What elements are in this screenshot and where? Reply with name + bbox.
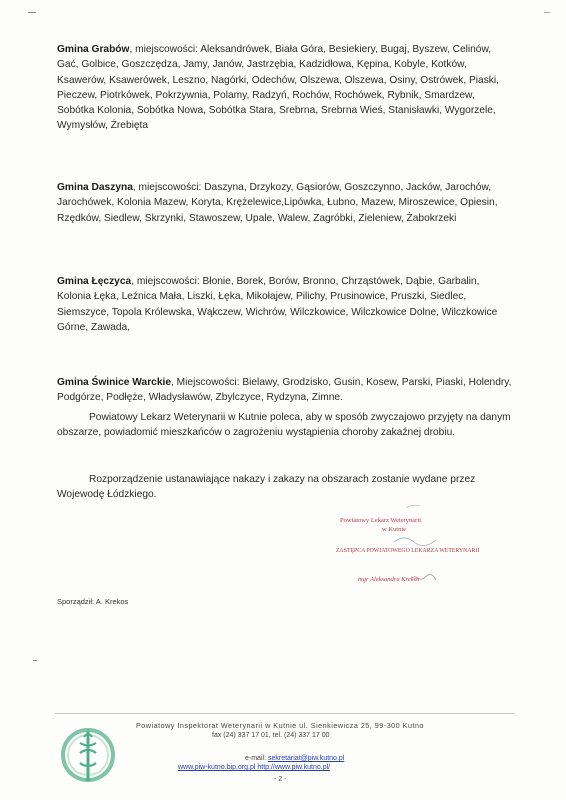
section-text: , miejscowości: Daszyna, Drzykozy, Gąsiorów, Goszczynno, Jacków, Jarochów, Jarochówek, Kolonia Mazew, Koryta, Krężelewice,Lipówka, Łubno, Mazew, Miroszewice, Opiesin, Rzędków, Siedlew, Skrzynki, Stawoszew, Upale, Walew, Zagróbki, Zieleniew, Żabokrzeki (57, 182, 498, 224)
official-stamp (330, 500, 490, 595)
section-text: , miejscowości: Błonie, Borek, Borów, Bronno, Chrząstówek, Dąbie, Garbalin, Kolonia Łęka, Leźnica Mała, Liszki, Łęka, Mikołajew, Pilichy, Prusinowice, Pruszki, Siedlec, Siemszyce, Topola Królewska, Wąkczew, Wichrów, Wilczkowice, Wilczkowice Dolne, Wilczkowice Górne, Zawada, (57, 276, 498, 333)
footer-email (245, 755, 344, 762)
section-title: Gmina Grabów (57, 44, 130, 55)
footer-institution: Powiatowy Inspektorat Weterynarii w Kutnie ul. Sienkiewicza 25, 99-300 Kutno (136, 721, 424, 730)
stamp-line-location: w Kutnie (382, 526, 407, 533)
email-label: e-mail: (245, 755, 267, 762)
veterinary-logo-icon (58, 717, 124, 789)
scan-mark (28, 12, 36, 13)
section-leczyca (57, 274, 512, 335)
section-text: , Miejscowości: Bielawy, Grodzisko, Gusin, Kosew, Parski, Piaski, Holendry, Podgórze, Podłęże, Władysławów, Zbylczyce, Rydzyna, Zimne. (57, 377, 512, 404)
section-text: , miejscowości: Aleksandrówek, Biała Góra, Besiekiery, Bugaj, Byszew, Celinów, Gać, Golbice, Goszczędza, Jamy, Janów, Jastrzębia, Kadzidłowa, Kępina, Kobyle, Kotków, Ksawerów, Ksawerówek, Leszno, Nagórki, Odechów, Olszewa, Olszewa, Osiny, Ostrówek, Piaski, Pieczew, Piotrkówek, Pokrzywnia, Polamy, Radzyń, Rochów, Rochówek, Rybnik, Smardzew, Sobótka Kolonia, Sobótka Nowa, Sobótka Stara, Srebrna, Srebrna Wieś, Stanisławki, Wygorzele, Wymysłów, Źrebięta (57, 44, 499, 132)
section-title: Gmina Daszyna (57, 182, 133, 193)
section-title: Gmina Łęczyca (57, 276, 132, 287)
email-link[interactable]: sekretariat@piw.kutno.pl (267, 755, 345, 762)
footer-phone-fax: fax (24) 337 17 01, tel. (24) 337 17 00 (212, 732, 330, 739)
stamp-line-name: mgr Aleksandra Krekos (358, 576, 420, 583)
section-title: Gmina Świnice Warckie (57, 377, 171, 388)
notice-paragraph: Powiatowy Lekarz Weterynarii w Kutnie poleca, aby w sposób zwyczajowo przyjęty na danym obszarze, powiadomić mieszkańców o zagrożeniu wystąpienia choroby zakaźnej drobiu. (57, 412, 511, 439)
section-daszyna (57, 180, 512, 226)
section-grabow (57, 42, 512, 134)
page-number: - 2 - (274, 776, 287, 783)
section-swinice-warckie (57, 375, 512, 406)
scan-mark (544, 12, 550, 13)
footer-divider (55, 713, 515, 714)
regulation-paragraph: Rozporządzenie ustanawiające nakazy i zakazy na obszarach zostanie wydane przez Wojewodę Łódzkiego. (57, 474, 476, 501)
footer-website-link[interactable]: www.piw-kutno.bip.org.pl http://www.piw.kutno.pl/ (178, 764, 331, 771)
stamp-line-title: Powiatowy Lekarz Weterynarii (340, 517, 421, 524)
prepared-by: Sporządził: A. Krekos (57, 597, 129, 606)
stamp-line-deputy: ZASTĘPCA POWIATOWEGO LEKARZA WETERYNARII (336, 548, 480, 554)
scan-mark (33, 660, 37, 661)
